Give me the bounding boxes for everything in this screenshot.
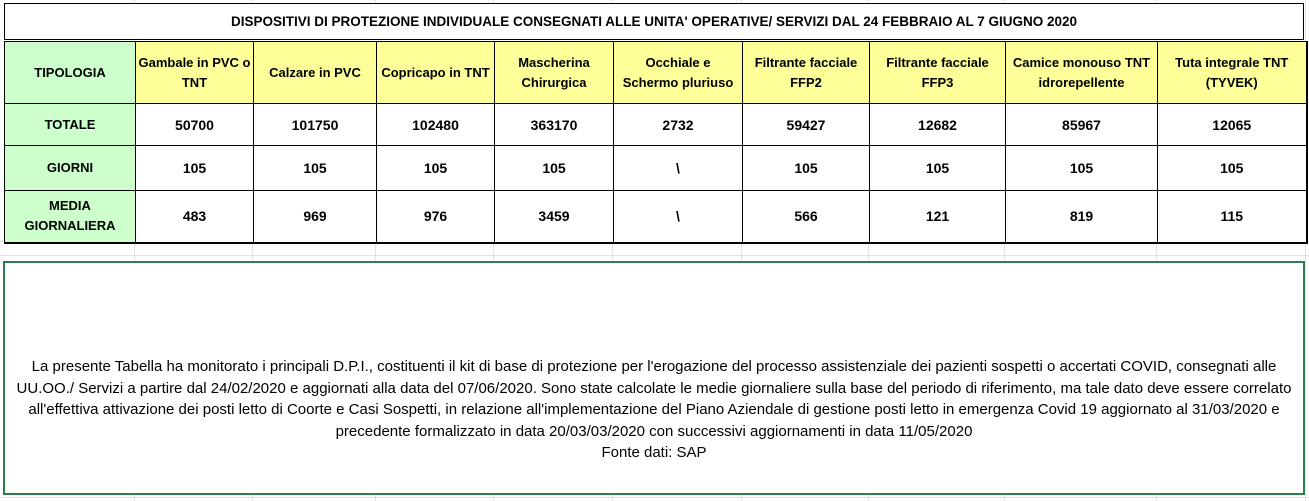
header-row bbox=[5, 42, 1307, 104]
column-header[interactable]: Tuta integrale TNT (TYVEK) bbox=[1158, 42, 1307, 104]
table-cell[interactable]: 105 bbox=[743, 146, 870, 191]
column-header[interactable]: Copricapo in TNT bbox=[377, 42, 495, 104]
table-cell[interactable]: 85967 bbox=[1006, 104, 1158, 146]
table-cell[interactable]: 483 bbox=[136, 191, 254, 243]
table-cell[interactable]: 105 bbox=[870, 146, 1006, 191]
table-cell[interactable]: 121 bbox=[870, 191, 1006, 243]
table-row-giorni bbox=[5, 146, 1307, 191]
table-cell[interactable]: 105 bbox=[377, 146, 495, 191]
table-cell[interactable]: 105 bbox=[495, 146, 614, 191]
column-header[interactable]: Occhiale e Schermo pluriuso bbox=[614, 42, 743, 104]
row-label[interactable]: GIORNI bbox=[5, 146, 136, 191]
dpi-table bbox=[4, 41, 1308, 244]
row-label[interactable]: TOTALE bbox=[5, 104, 136, 146]
note-text: La presente Tabella ha monitorato i principali D.P.I., costituenti il kit di base di protezione per l'erogazione del processo assistenziale dei pazienti sospetti o accertati COVID, consegnati alle UU.OO./ Servizi a partire dal 24/02/2020 e aggiornati alla data del 07/06/2020. Sono state calcolate le medie giornaliere sulla base del periodo di riferimento, ma tale dato deve essere correlato all'effettiva attivazione dei posti letto di Coorte e Casi Sospetti, in relazione all'implementazione del Piano Aziendale di gestione posti letto in emergenza Covid 19 aggiornato al 31/03/2020 e precedente formalizzato in data 20/03/03/2020 con successivi aggiornamenti in data 11/05/2020 bbox=[16, 358, 1292, 440]
header-label-cell[interactable]: TIPOLOGIA bbox=[5, 42, 136, 104]
table-row-media-giornaliera bbox=[5, 191, 1307, 243]
table-cell[interactable]: 115 bbox=[1158, 191, 1307, 243]
table-cell[interactable]: 12065 bbox=[1158, 104, 1307, 146]
table-cell[interactable]: 363170 bbox=[495, 104, 614, 146]
table-cell[interactable]: 105 bbox=[1158, 146, 1307, 191]
table-cell[interactable]: 101750 bbox=[254, 104, 377, 146]
table-cell[interactable]: 3459 bbox=[495, 191, 614, 243]
row-label[interactable]: MEDIA GIORNALIERA bbox=[5, 191, 136, 243]
table-cell[interactable]: 566 bbox=[743, 191, 870, 243]
note-box[interactable] bbox=[3, 261, 1305, 495]
table-cell[interactable]: 2732 bbox=[614, 104, 743, 146]
column-header[interactable]: Calzare in PVC bbox=[254, 42, 377, 104]
table-cell[interactable]: 59427 bbox=[743, 104, 870, 146]
table-title: DISPOSITIVI DI PROTEZIONE INDIVIDUALE CONSEGNATI ALLE UNITA' OPERATIVE/ SERVIZI DAL 24 FEBBRAIO AL 7 GIUGNO 2020 bbox=[4, 3, 1304, 40]
table-cell[interactable]: 105 bbox=[136, 146, 254, 191]
data-source-note: Fonte dati: SAP bbox=[601, 444, 707, 462]
table-row-totale bbox=[5, 104, 1307, 146]
column-header[interactable]: Mascherina Chirurgica bbox=[495, 42, 614, 104]
column-header[interactable]: Filtrante facciale FFP2 bbox=[743, 42, 870, 104]
table-cell[interactable]: \ bbox=[614, 191, 743, 243]
column-header[interactable]: Filtrante facciale FFP3 bbox=[870, 42, 1006, 104]
table-cell[interactable]: 12682 bbox=[870, 104, 1006, 146]
column-header[interactable]: Camice monouso TNT idrorepellente bbox=[1006, 42, 1158, 104]
table-cell[interactable]: 976 bbox=[377, 191, 495, 243]
table-cell[interactable]: 819 bbox=[1006, 191, 1158, 243]
column-header[interactable]: Gambale in PVC o TNT bbox=[136, 42, 254, 104]
table-cell[interactable]: 50700 bbox=[136, 104, 254, 146]
table-cell[interactable]: 105 bbox=[1006, 146, 1158, 191]
table-cell[interactable]: 105 bbox=[254, 146, 377, 191]
table-cell[interactable]: \ bbox=[614, 146, 743, 191]
table-cell[interactable]: 969 bbox=[254, 191, 377, 243]
table-cell[interactable]: 102480 bbox=[377, 104, 495, 146]
